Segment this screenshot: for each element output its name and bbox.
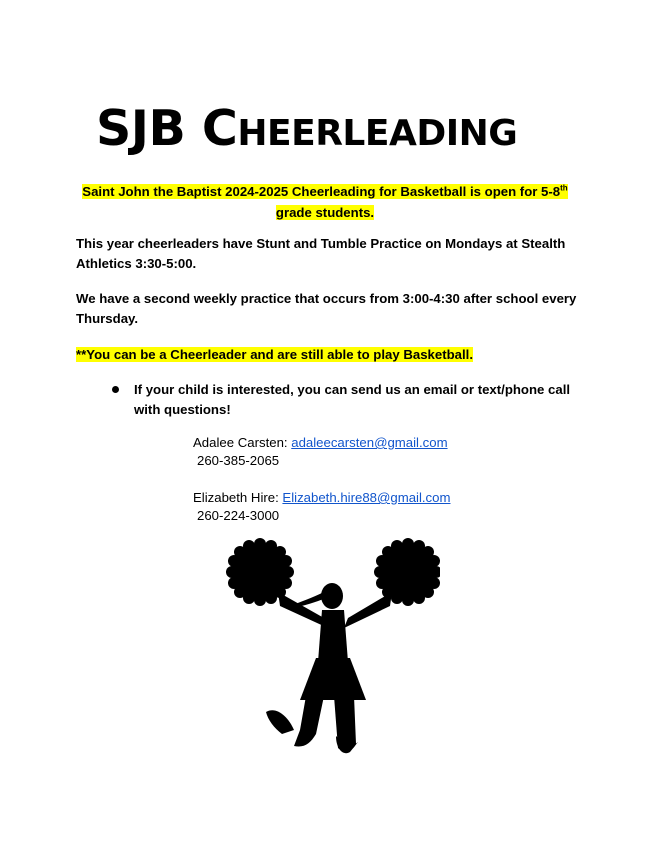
basketball-note-text: **You can be a Cheerleader and are still able to play Basketball.: [76, 347, 473, 362]
intro-announcement: [70, 181, 580, 223]
title-initials: SJB C: [96, 100, 238, 157]
basketball-note-paragraph: [76, 345, 596, 365]
contact-line: [193, 489, 450, 507]
title-rest: HEERLEADING: [237, 113, 518, 154]
email-link[interactable]: adaleecarsten@gmail.com: [291, 435, 448, 450]
bullet-icon: [112, 386, 119, 393]
email-link[interactable]: Elizabeth.hire88@gmail.com: [282, 490, 451, 505]
intro-line-2: grade students.: [275, 205, 375, 220]
page-title: [96, 100, 518, 157]
intro-superscript: th: [560, 183, 568, 193]
contact-adalee: [193, 434, 448, 470]
contact-elizabeth: [193, 489, 450, 525]
intro-line-1-text: Saint John the Baptist 2024-2025 Cheerleading for Basketball is open for 5-8: [82, 184, 561, 199]
phone-number: 260-224-3000: [197, 508, 280, 523]
stunt-practice-paragraph: This year cheerleaders have Stunt and Tumble Practice on Mondays at Stealth Athletics 3:30-5:00.: [76, 236, 566, 271]
phone-number: 260-385-2065: [197, 453, 280, 468]
bullet-text: If your child is interested, you can send us an email or text/phone call with questions!: [134, 382, 571, 417]
list-item: [112, 380, 582, 419]
second-practice-paragraph: We have a second weekly practice that occurs from 3:00-4:30 after school every Thursday.: [76, 291, 577, 326]
contact-line: [193, 434, 448, 452]
cheerleader-silhouette-icon: [220, 530, 440, 760]
contact-name: Elizabeth Hire:: [193, 490, 283, 505]
contact-name: Adalee Carsten:: [193, 435, 292, 450]
right-pom-pom-icon: [374, 538, 440, 606]
intro-line-1: [82, 184, 567, 199]
